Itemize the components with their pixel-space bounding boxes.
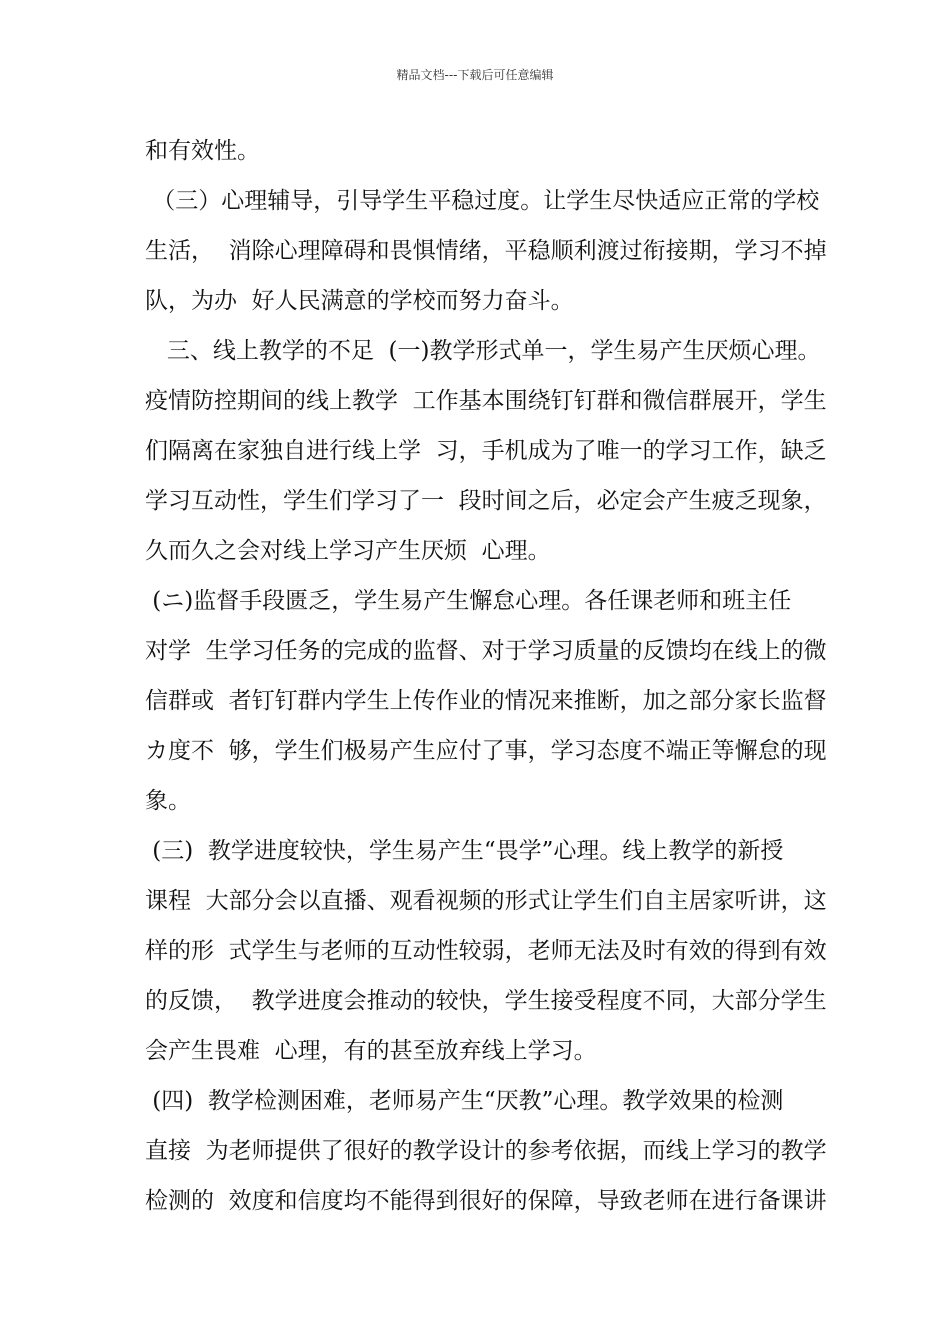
body-line: 直接 为老师提供了很好的教学设计的参考依据，而线上学习的教学 xyxy=(145,1138,827,1164)
body-line: (ニ)监督手段匮乏，学生易产生懈怠心理。各任课老师和班主任 xyxy=(145,588,792,614)
body-line: 的反馈， 教学进度会推动的较快，学生接受程度不同，大部分学生 xyxy=(145,988,827,1014)
body-line: 会产生畏难 心理，有的甚至放弃线上学习。 xyxy=(145,1038,597,1064)
body-line: 生活， 消除心理障碍和畏惧情绪，平稳顺利渡过衔接期，学习不掉 xyxy=(145,238,827,264)
body-line: (四) 教学检测困难，老师易产生“厌教”心理。教学效果的检测 xyxy=(145,1088,784,1114)
body-line: 队，为办 好人民满意的学校而努力奋斗。 xyxy=(145,288,574,314)
page-header: 精品文档---下载后可任意编辑 xyxy=(396,68,554,82)
body-line: 和有效性。 xyxy=(145,138,260,164)
body-line: 课程 大部分会以直播、观看视频的形式让学生们自主居家听讲，这 xyxy=(145,888,827,914)
body-line: 象。 xyxy=(145,788,191,814)
body-line: (三) 教学进度较快，学生易产生“畏学”心理。线上教学的新授 xyxy=(145,838,784,864)
body-line: 们隔离在家独自进行线上学 习，手机成为了唯一的学习工作，缺乏 xyxy=(145,438,827,464)
body-line: 样的形 式学生与老师的互动性较弱，老师无法及时有效的得到有效 xyxy=(145,938,827,964)
body-line: 检测的 效度和信度均不能得到很好的保障，导致老师在进行备课讲 xyxy=(145,1188,827,1214)
section-heading-line: 三、线上教学的不足 (一)教学形式单一，学生易产生厌烦心理。 xyxy=(145,338,821,364)
body-line: 信群或 者钉钉群内学生上传作业的情况来推断，加之部分家长监督 xyxy=(145,688,827,714)
body-line: 学习互动性，学生们学习了一 段时间之后，必定会产生疲乏现象， xyxy=(145,488,827,514)
body-line: 对学 生学习任务的完成的监督、对于学习质量的反馈均在线上的微 xyxy=(145,638,827,664)
body-line: （三）心理辅导，引导学生平稳过度。让学生尽快适应正常的学校 xyxy=(145,188,820,214)
body-line: 久而久之会对线上学习产生厌烦 心理。 xyxy=(145,538,551,564)
body-line: カ度不 够，学生们极易产生应付了事，学习态度不端正等懈怠的现 xyxy=(145,738,827,764)
body-line: 疫情防控期间的线上教学 工作基本围绕钉钉群和微信群展开，学生 xyxy=(145,388,827,414)
